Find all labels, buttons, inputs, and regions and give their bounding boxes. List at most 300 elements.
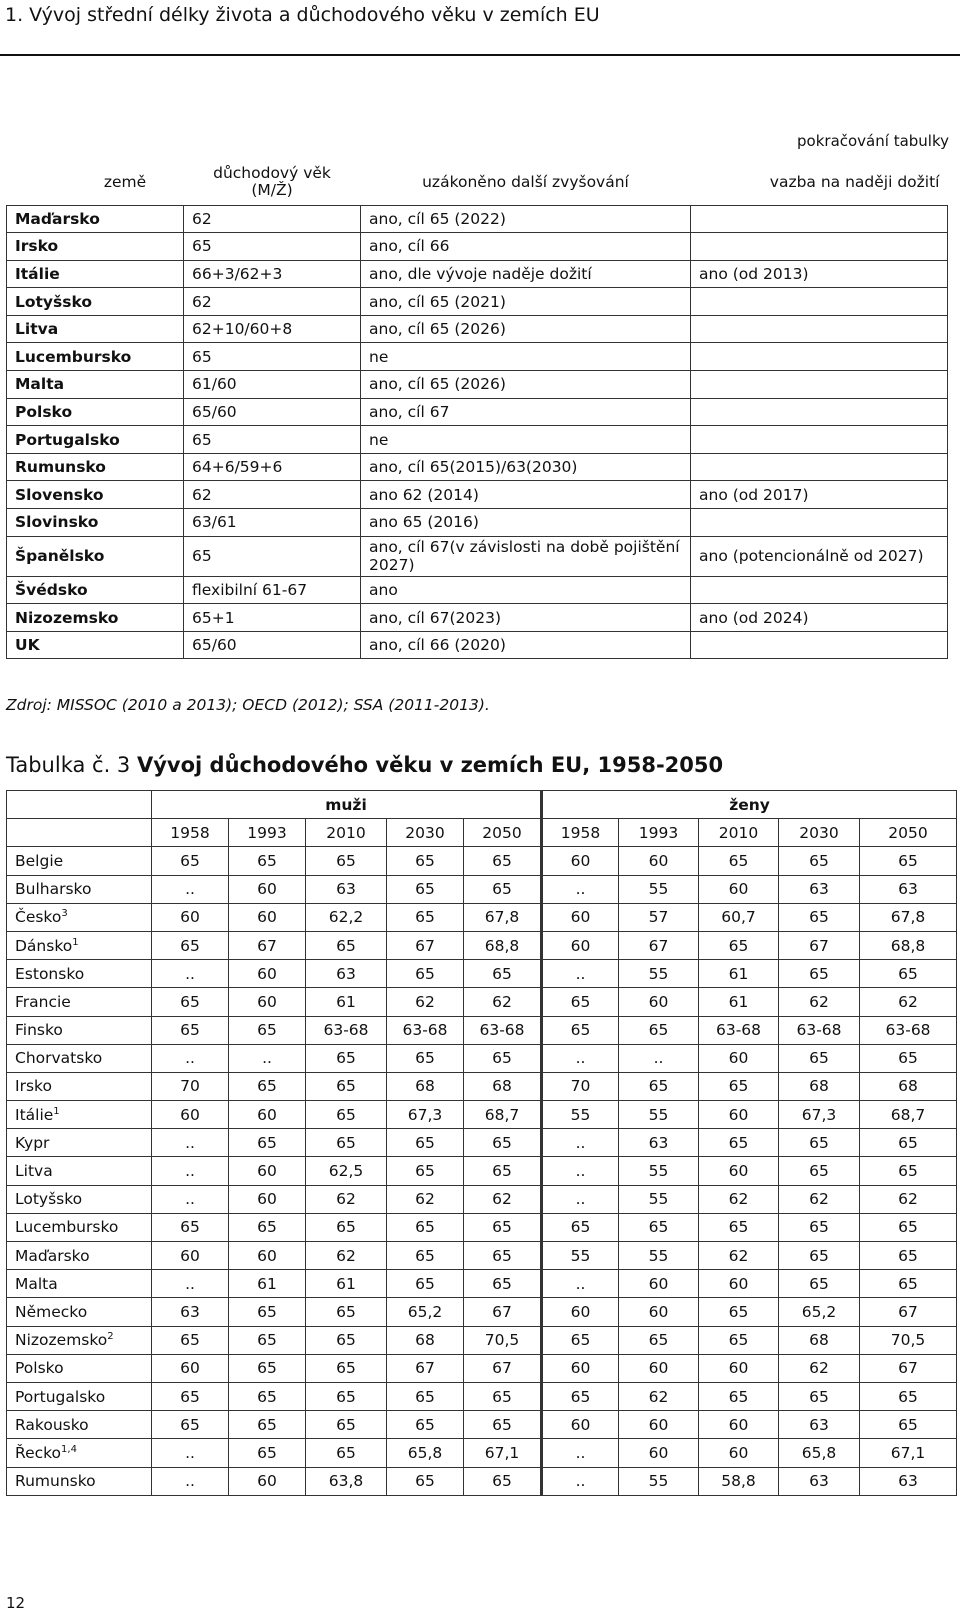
value-cell: 65	[306, 1044, 387, 1072]
value-cell: 60	[152, 1354, 229, 1382]
retirement-age-history-table	[6, 790, 957, 1496]
country-cell	[7, 1101, 152, 1129]
retirement-age-cell: 66+3/62+3	[184, 260, 361, 288]
value-cell: 60	[542, 903, 619, 931]
value-cell: ..	[542, 1157, 619, 1185]
value-cell: 67	[464, 1298, 542, 1326]
value-cell: 60	[229, 903, 306, 931]
value-cell: ..	[152, 1185, 229, 1213]
value-cell: 55	[542, 1101, 619, 1129]
country-cell	[7, 1016, 152, 1044]
value-cell: 65	[464, 1157, 542, 1185]
value-cell: 62	[699, 1185, 779, 1213]
table-row	[7, 604, 948, 632]
retirement-age-cell: flexibilní 61-67	[184, 576, 361, 604]
life-expectancy-link-cell: ano (od 2013)	[691, 260, 948, 288]
header-life-expectancy-link: vazba na naději dožití	[769, 173, 940, 192]
value-cell: 67	[387, 931, 464, 959]
increase-cell: ano, cíl 67(v závislosti na době pojištění 2027)	[361, 536, 691, 576]
table-row	[7, 1129, 957, 1157]
value-cell: 65	[229, 847, 306, 875]
value-cell: 62	[779, 988, 860, 1016]
header-country: země	[103, 173, 147, 192]
value-cell: 65	[542, 1213, 619, 1241]
value-cell: 65	[152, 1213, 229, 1241]
country-cell: Irsko	[7, 233, 184, 261]
value-cell: 67	[464, 1354, 542, 1382]
value-cell: 60	[699, 875, 779, 903]
increase-cell: ano 62 (2014)	[361, 481, 691, 509]
table-row	[7, 1157, 957, 1185]
value-cell: 60	[619, 1439, 699, 1467]
country-name: Litva	[15, 1162, 53, 1181]
value-cell: 65	[699, 931, 779, 959]
value-cell: 65	[779, 1382, 860, 1410]
table-row	[7, 205, 948, 233]
table-row	[7, 453, 948, 481]
value-cell: 60	[619, 1270, 699, 1298]
country-name: Itálie	[15, 1105, 54, 1124]
header-empty-cell	[7, 819, 152, 847]
year-header: 2030	[387, 819, 464, 847]
life-expectancy-link-cell	[691, 205, 948, 233]
value-cell: 65	[779, 1213, 860, 1241]
life-expectancy-link-cell	[691, 398, 948, 426]
value-cell: 65	[387, 1129, 464, 1157]
value-cell: 65	[229, 1439, 306, 1467]
increase-cell: ano	[361, 576, 691, 604]
table-row	[7, 260, 948, 288]
value-cell: 55	[619, 1242, 699, 1270]
increase-cell: ano, cíl 67(2023)	[361, 604, 691, 632]
increase-cell: ano 65 (2016)	[361, 509, 691, 537]
retirement-age-cell: 65+1	[184, 604, 361, 632]
life-expectancy-link-cell	[691, 343, 948, 371]
value-cell: 60	[229, 1101, 306, 1129]
value-cell: 63	[860, 875, 957, 903]
country-name: Dánsko	[15, 936, 73, 955]
country-name: Lotyšsko	[15, 1190, 83, 1209]
value-cell: 65	[229, 1016, 306, 1044]
value-cell: 61	[229, 1270, 306, 1298]
country-name: Kypr	[15, 1133, 50, 1152]
country-cell: Slovinsko	[7, 509, 184, 537]
value-cell: 65	[779, 960, 860, 988]
country-cell: Maďarsko	[7, 205, 184, 233]
value-cell: 60	[152, 1101, 229, 1129]
value-cell: ..	[619, 1044, 699, 1072]
retirement-age-cell: 65	[184, 233, 361, 261]
retirement-age-cell: 61/60	[184, 371, 361, 399]
value-cell: ..	[542, 875, 619, 903]
value-cell: 65	[387, 960, 464, 988]
value-cell: 65	[464, 1382, 542, 1410]
value-cell: 62	[464, 1185, 542, 1213]
value-cell: ..	[152, 1044, 229, 1072]
value-cell: ..	[542, 1467, 619, 1495]
header-retirement-age-line2: (M/Ž)	[251, 181, 293, 200]
value-cell: 63	[152, 1298, 229, 1326]
value-cell: 65	[306, 1326, 387, 1354]
value-cell: 65	[387, 847, 464, 875]
increase-cell: ano, cíl 65 (2021)	[361, 288, 691, 316]
value-cell: 63-68	[699, 1016, 779, 1044]
life-expectancy-link-cell	[691, 233, 948, 261]
value-cell: 61	[306, 988, 387, 1016]
retirement-age-cell: 62	[184, 205, 361, 233]
header-retirement-age-line1: důchodový věk	[213, 164, 331, 183]
table-row	[7, 315, 948, 343]
value-cell: 65	[306, 1129, 387, 1157]
value-cell: 65	[306, 1072, 387, 1100]
footnote-marker: 1	[72, 936, 79, 948]
value-cell: 65	[860, 1382, 957, 1410]
value-cell: 65	[860, 1242, 957, 1270]
country-name: Nizozemsko	[15, 1331, 108, 1350]
page-number: 12	[6, 1594, 26, 1612]
increase-cell: ano, cíl 65 (2022)	[361, 205, 691, 233]
value-cell: 65	[152, 1016, 229, 1044]
header-women: ženy	[542, 791, 957, 819]
table-row	[7, 1016, 957, 1044]
value-cell: 65	[387, 1411, 464, 1439]
value-cell: 70,5	[860, 1326, 957, 1354]
country-name: Česko	[15, 908, 62, 927]
value-cell: 63	[779, 875, 860, 903]
value-cell: 60	[619, 1298, 699, 1326]
retirement-age-cell: 62+10/60+8	[184, 315, 361, 343]
retirement-age-cell: 65	[184, 536, 361, 576]
table-title-prefix: Tabulka č. 3	[6, 753, 137, 777]
value-cell: 67	[387, 1354, 464, 1382]
country-cell: Lotyšsko	[7, 288, 184, 316]
value-cell: 65	[779, 847, 860, 875]
value-cell: 65	[229, 1072, 306, 1100]
country-cell: Portugalsko	[7, 426, 184, 454]
country-cell	[7, 1270, 152, 1298]
value-cell: 70	[152, 1072, 229, 1100]
value-cell: 60	[619, 988, 699, 1016]
value-cell: 65	[619, 1072, 699, 1100]
value-cell: 67,8	[464, 903, 542, 931]
value-cell: 60	[699, 1411, 779, 1439]
value-cell: 60	[152, 903, 229, 931]
table-row	[7, 1298, 957, 1326]
table-row	[7, 426, 948, 454]
value-cell: 65	[464, 1044, 542, 1072]
value-cell: 65,2	[779, 1298, 860, 1326]
value-cell: 60	[699, 1044, 779, 1072]
value-cell: 60	[229, 988, 306, 1016]
value-cell: ..	[542, 960, 619, 988]
value-cell: 60	[699, 1270, 779, 1298]
table-row	[7, 847, 957, 875]
table-row	[7, 1072, 957, 1100]
value-cell: 65	[464, 1467, 542, 1495]
value-cell: 65	[306, 1354, 387, 1382]
country-cell	[7, 1185, 152, 1213]
value-cell: 65	[860, 1157, 957, 1185]
value-cell: 65	[387, 1044, 464, 1072]
value-cell: 67,1	[464, 1439, 542, 1467]
table-row	[7, 371, 948, 399]
header-retirement-age	[184, 160, 361, 205]
country-cell	[7, 960, 152, 988]
value-cell: 68,8	[464, 931, 542, 959]
increase-cell: ano, cíl 65 (2026)	[361, 371, 691, 399]
country-cell	[7, 1157, 152, 1185]
value-cell: 60	[542, 1354, 619, 1382]
life-expectancy-link-cell	[691, 371, 948, 399]
table-row	[7, 536, 948, 576]
value-cell: 63	[306, 960, 387, 988]
value-cell: 61	[699, 988, 779, 1016]
value-cell: 65	[619, 1326, 699, 1354]
country-cell: Slovensko	[7, 481, 184, 509]
country-cell	[7, 1439, 152, 1467]
value-cell: 63,8	[306, 1467, 387, 1495]
table-row	[7, 1326, 957, 1354]
group-header-row	[7, 791, 957, 819]
value-cell: 63-68	[306, 1016, 387, 1044]
value-cell: 65	[306, 1382, 387, 1410]
value-cell: 63	[306, 875, 387, 903]
year-header: 2010	[306, 819, 387, 847]
header-empty-cell	[7, 791, 152, 819]
value-cell: 65	[229, 1382, 306, 1410]
increase-cell: ano, cíl 67	[361, 398, 691, 426]
value-cell: 68	[387, 1072, 464, 1100]
value-cell: 67	[860, 1354, 957, 1382]
country-cell	[7, 1467, 152, 1495]
table-row	[7, 233, 948, 261]
increase-cell: ano, cíl 65(2015)/63(2030)	[361, 453, 691, 481]
value-cell: ..	[152, 1270, 229, 1298]
value-cell: 65	[699, 1213, 779, 1241]
value-cell: ..	[152, 960, 229, 988]
year-header: 1993	[619, 819, 699, 847]
country-cell	[7, 875, 152, 903]
value-cell: 65	[306, 1101, 387, 1129]
value-cell: 67,3	[779, 1101, 860, 1129]
value-cell: 65	[779, 1242, 860, 1270]
value-cell: 65	[229, 1326, 306, 1354]
retirement-age-cell: 65	[184, 343, 361, 371]
table-row	[7, 288, 948, 316]
value-cell: 60	[619, 847, 699, 875]
country-cell	[7, 1129, 152, 1157]
value-cell: 65	[860, 1213, 957, 1241]
country-name: Chorvatsko	[15, 1049, 103, 1068]
value-cell: 62	[779, 1185, 860, 1213]
value-cell: 65	[464, 1270, 542, 1298]
value-cell: 65	[779, 1129, 860, 1157]
value-cell: 65	[699, 1072, 779, 1100]
country-cell	[7, 988, 152, 1016]
value-cell: 63	[779, 1411, 860, 1439]
value-cell: 55	[619, 1157, 699, 1185]
country-name: Rumunsko	[15, 1472, 96, 1491]
value-cell: 60	[542, 1298, 619, 1326]
year-header: 1993	[229, 819, 306, 847]
table-row	[7, 481, 948, 509]
value-cell: 68	[387, 1326, 464, 1354]
value-cell: 65	[387, 875, 464, 903]
value-cell: 65	[306, 1439, 387, 1467]
value-cell: ..	[542, 1185, 619, 1213]
value-cell: 60	[229, 1467, 306, 1495]
country-cell	[7, 1382, 152, 1410]
retirement-age-cell: 62	[184, 288, 361, 316]
value-cell: 60	[229, 1242, 306, 1270]
value-cell: 65	[542, 1326, 619, 1354]
country-name: Bulharsko	[15, 880, 92, 899]
life-expectancy-link-cell	[691, 288, 948, 316]
value-cell: 68	[779, 1072, 860, 1100]
retirement-age-cell: 65/60	[184, 631, 361, 659]
increase-cell: ano, cíl 66 (2020)	[361, 631, 691, 659]
value-cell: 65	[387, 1157, 464, 1185]
country-cell: Itálie	[7, 260, 184, 288]
value-cell: 68,8	[860, 931, 957, 959]
table-row	[7, 1044, 957, 1072]
table-header-row	[7, 160, 948, 205]
year-header: 1958	[542, 819, 619, 847]
header-legislated-increase: uzákoněno další zvyšování	[422, 173, 629, 192]
increase-cell: ano, dle vývoje naděje dožití	[361, 260, 691, 288]
country-name: Maďarsko	[15, 1246, 90, 1265]
country-cell	[7, 903, 152, 931]
value-cell: 65	[860, 1044, 957, 1072]
country-name: Portugalsko	[15, 1387, 106, 1406]
value-cell: 65	[699, 1298, 779, 1326]
value-cell: 65	[542, 1016, 619, 1044]
country-name: Malta	[15, 1274, 58, 1293]
country-cell: Španělsko	[7, 536, 184, 576]
value-cell: ..	[152, 1157, 229, 1185]
value-cell: 65	[229, 1129, 306, 1157]
value-cell: 65,8	[779, 1439, 860, 1467]
value-cell: 65	[306, 931, 387, 959]
value-cell: 65	[619, 1213, 699, 1241]
value-cell: 63-68	[464, 1016, 542, 1044]
value-cell: 65	[779, 1044, 860, 1072]
value-cell: 65	[387, 1467, 464, 1495]
value-cell: 65	[464, 1411, 542, 1439]
country-cell	[7, 931, 152, 959]
value-cell: 65	[542, 988, 619, 1016]
life-expectancy-link-cell	[691, 426, 948, 454]
value-cell: 63	[860, 1467, 957, 1495]
value-cell: 65	[152, 988, 229, 1016]
life-expectancy-link-cell: ano (od 2024)	[691, 604, 948, 632]
country-name: Estonsko	[15, 964, 85, 983]
retirement-age-cell: 65/60	[184, 398, 361, 426]
country-cell	[7, 1072, 152, 1100]
increase-cell: ne	[361, 426, 691, 454]
table-row	[7, 509, 948, 537]
value-cell: 65	[779, 903, 860, 931]
value-cell: 55	[619, 960, 699, 988]
country-name: Finsko	[15, 1021, 63, 1040]
value-cell: 62	[860, 1185, 957, 1213]
value-cell: 65	[464, 875, 542, 903]
table-row	[7, 1101, 957, 1129]
value-cell: ..	[542, 1129, 619, 1157]
value-cell: 67	[779, 931, 860, 959]
year-header: 2050	[464, 819, 542, 847]
table-row	[7, 988, 957, 1016]
retirement-age-cell: 64+6/59+6	[184, 453, 361, 481]
table-row	[7, 1382, 957, 1410]
value-cell: 62	[306, 1242, 387, 1270]
value-cell: 65	[464, 1242, 542, 1270]
life-expectancy-link-cell	[691, 509, 948, 537]
country-cell: Švédsko	[7, 576, 184, 604]
value-cell: ..	[152, 1467, 229, 1495]
value-cell: 60	[229, 1157, 306, 1185]
value-cell: 63	[619, 1129, 699, 1157]
value-cell: 60	[152, 1242, 229, 1270]
value-cell: 68	[860, 1072, 957, 1100]
value-cell: 65	[779, 1270, 860, 1298]
value-cell: 60	[699, 1439, 779, 1467]
footnote-marker: 2	[107, 1331, 114, 1342]
value-cell: 62,2	[306, 903, 387, 931]
value-cell: 65,2	[387, 1298, 464, 1326]
life-expectancy-link-cell: ano (od 2017)	[691, 481, 948, 509]
value-cell: 60	[542, 931, 619, 959]
value-cell: 67,8	[860, 903, 957, 931]
value-cell: 65	[860, 1270, 957, 1298]
value-cell: 65	[464, 960, 542, 988]
life-expectancy-link-cell: ano (potencionálně od 2027)	[691, 536, 948, 576]
country-name: Lucembursko	[15, 1218, 119, 1237]
value-cell: 65	[619, 1016, 699, 1044]
value-cell: 65	[152, 1326, 229, 1354]
value-cell: 60	[542, 1411, 619, 1439]
year-header: 2010	[699, 819, 779, 847]
value-cell: 67	[860, 1298, 957, 1326]
value-cell: 55	[542, 1242, 619, 1270]
heading-rule	[0, 54, 960, 56]
value-cell: 65	[306, 1411, 387, 1439]
value-cell: ..	[152, 1439, 229, 1467]
value-cell: 62,5	[306, 1157, 387, 1185]
footnote-marker: 1	[53, 1105, 60, 1117]
value-cell: 55	[619, 1467, 699, 1495]
increase-cell: ne	[361, 343, 691, 371]
value-cell: 70,5	[464, 1326, 542, 1354]
table-row	[7, 1185, 957, 1213]
value-cell: 67,3	[387, 1101, 464, 1129]
country-cell	[7, 1411, 152, 1439]
value-cell: 65	[229, 1354, 306, 1382]
value-cell: 65	[152, 1382, 229, 1410]
value-cell: 68,7	[464, 1101, 542, 1129]
value-cell: 65	[464, 847, 542, 875]
source-note: Zdroj: MISSOC (2010 a 2013); OECD (2012); SSA (2011-2013).	[6, 696, 490, 714]
retirement-age-cell: 65	[184, 426, 361, 454]
value-cell: 63-68	[779, 1016, 860, 1044]
country-cell	[7, 1242, 152, 1270]
value-cell: 62	[619, 1382, 699, 1410]
value-cell: 61	[306, 1270, 387, 1298]
country-cell	[7, 1044, 152, 1072]
value-cell: 60	[619, 1354, 699, 1382]
increase-cell: ano, cíl 66	[361, 233, 691, 261]
value-cell: 62	[387, 988, 464, 1016]
